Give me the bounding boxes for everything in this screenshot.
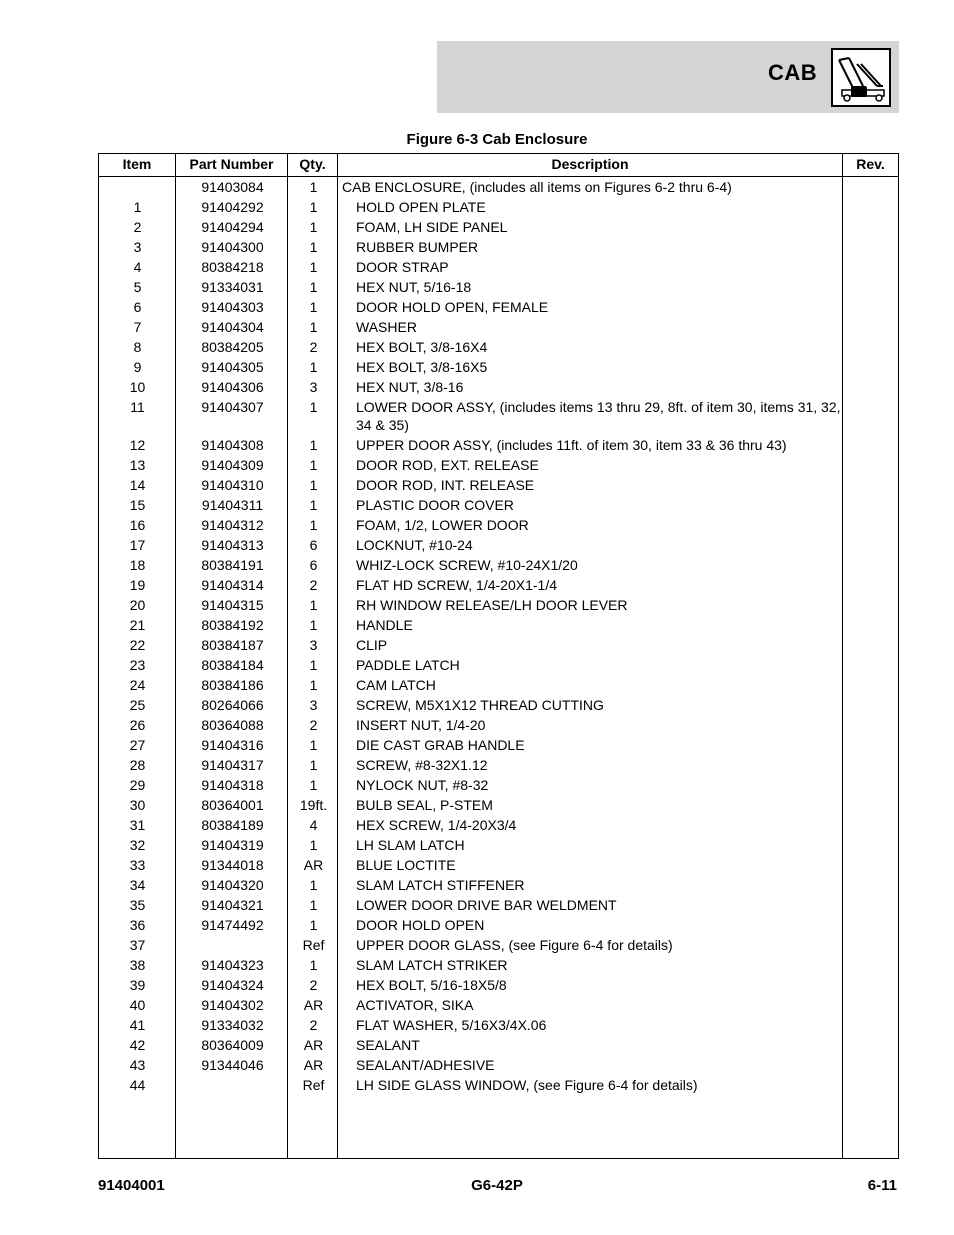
description: CAM LATCH (356, 677, 436, 693)
table-row (99, 835, 898, 855)
table-row (99, 1015, 898, 1035)
item-number: 27 (129, 737, 146, 753)
quantity: 3 (309, 697, 318, 713)
table-row (99, 377, 898, 397)
description: BLUE LOCTITE (356, 857, 456, 873)
quantity: 2 (309, 339, 318, 355)
table-row (99, 337, 898, 357)
item-number: 34 (129, 877, 146, 893)
description: WASHER (356, 319, 417, 335)
part-number: 91404314 (201, 577, 264, 593)
table-row (99, 535, 898, 555)
item-number: 7 (133, 319, 142, 335)
table-row (99, 955, 898, 975)
part-number: 91404321 (201, 897, 264, 913)
quantity: AR (303, 857, 324, 873)
description: UPPER DOOR GLASS, (see Figure 6-4 for details) (356, 937, 673, 953)
quantity: 19ft. (299, 797, 328, 813)
quantity: AR (303, 1037, 324, 1053)
description: ACTIVATOR, SIKA (356, 997, 474, 1013)
quantity: 2 (309, 977, 318, 993)
item-number: 38 (129, 957, 146, 973)
part-number: 91404313 (201, 537, 264, 553)
table-row (99, 735, 898, 755)
item-number: 43 (129, 1057, 146, 1073)
part-number: 91334031 (201, 279, 264, 295)
parts-table (98, 153, 899, 1159)
quantity: 1 (309, 597, 318, 613)
quantity: 6 (309, 537, 318, 553)
part-number: 80364001 (201, 797, 264, 813)
quantity: 1 (309, 219, 318, 235)
table-row (99, 1055, 898, 1075)
quantity: 3 (309, 379, 318, 395)
item-number: 21 (129, 617, 146, 633)
item-number: 28 (129, 757, 146, 773)
quantity: 2 (309, 577, 318, 593)
description: WHIZ-LOCK SCREW, #10-24X1/20 (356, 557, 578, 573)
table-row (99, 815, 898, 835)
description: FOAM, 1/2, LOWER DOOR (356, 517, 529, 533)
description: RUBBER BUMPER (356, 239, 479, 255)
item-number: 9 (133, 359, 142, 375)
part-number: 80384205 (201, 339, 264, 355)
description: PLASTIC DOOR COVER (356, 497, 514, 513)
part-number: 91403084 (201, 179, 264, 195)
quantity: 1 (309, 957, 318, 973)
description: FOAM, LH SIDE PANEL (356, 219, 508, 235)
description: HEX SCREW, 1/4-20X3/4 (356, 817, 517, 833)
table-row (99, 615, 898, 635)
section-title: CAB (768, 60, 818, 85)
item-number: 5 (133, 279, 142, 295)
description: NYLOCK NUT, #8-32 (356, 777, 489, 793)
description: HEX BOLT, 5/16-18X5/8 (356, 977, 507, 993)
table-row (99, 595, 898, 615)
table-row (99, 317, 898, 337)
table-row (99, 555, 898, 575)
item-number: 2 (133, 219, 142, 235)
part-number: 91404303 (201, 299, 264, 315)
part-number: 91404310 (201, 477, 264, 493)
quantity: 4 (309, 817, 318, 833)
item-number: 12 (129, 437, 146, 453)
footer-page-number: 6-11 (867, 1177, 897, 1194)
table-row (99, 635, 898, 655)
item-number: 42 (129, 1037, 146, 1053)
quantity: 1 (309, 359, 318, 375)
description: SLAM LATCH STRIKER (356, 957, 508, 973)
quantity: 1 (309, 399, 318, 415)
table-row (99, 795, 898, 815)
quantity: 1 (309, 877, 318, 893)
table-row (99, 357, 898, 377)
item-number: 4 (133, 259, 142, 275)
description: HOLD OPEN PLATE (356, 199, 486, 215)
table-row (99, 397, 898, 435)
table-row (99, 915, 898, 935)
table-row (99, 495, 898, 515)
part-number: 80384191 (201, 557, 264, 573)
description: LOCKNUT, #10-24 (356, 537, 473, 553)
part-number: 91404305 (201, 359, 264, 375)
part-number: 91404319 (201, 837, 264, 853)
item-number: 3 (133, 239, 142, 255)
item-number: 23 (129, 657, 146, 673)
part-number: 91404307 (201, 399, 264, 415)
item-number: 13 (129, 457, 146, 473)
item-number: 41 (129, 1017, 146, 1033)
part-number: 91404324 (201, 977, 264, 993)
quantity: 1 (309, 617, 318, 633)
description: LOWER DOOR ASSY, (includes items 13 thru 29, 8ft. of item 30, items 31, 32, 34 & 35) (356, 399, 841, 433)
table-row (99, 475, 898, 495)
lift-platform-icon (831, 48, 891, 107)
description: CAB ENCLOSURE, (includes all items on Figures 6-2 thru 6-4) (342, 179, 732, 195)
description: HEX BOLT, 3/8-16X4 (356, 339, 488, 355)
table-row (99, 257, 898, 277)
description: FLAT WASHER, 5/16X3/4X.06 (356, 1017, 547, 1033)
table-row (99, 975, 898, 995)
table-row (99, 297, 898, 317)
table-row (99, 177, 898, 197)
table-row (99, 455, 898, 475)
description: SCREW, #8-32X1.12 (356, 757, 488, 773)
table-row (99, 197, 898, 217)
part-number: 80384192 (201, 617, 264, 633)
quantity: 1 (309, 299, 318, 315)
item-number: 40 (129, 997, 146, 1013)
quantity: AR (303, 997, 324, 1013)
item-number: 20 (129, 597, 146, 613)
quantity: Ref (302, 937, 325, 953)
part-number: 80384186 (201, 677, 264, 693)
description: SCREW, M5X1X12 THREAD CUTTING (356, 697, 604, 713)
quantity: 2 (309, 717, 318, 733)
table-row (99, 435, 898, 455)
item-number: 1 (133, 199, 142, 215)
item-number: 39 (129, 977, 146, 993)
table-row (99, 237, 898, 257)
item-number: 15 (129, 497, 146, 513)
item-number: 36 (129, 917, 146, 933)
part-number: 91404292 (201, 199, 264, 215)
table-row (99, 715, 898, 735)
part-number: 91404315 (201, 597, 264, 613)
part-number: 91404311 (201, 497, 264, 513)
part-number: 91404312 (201, 517, 264, 533)
table-row (99, 277, 898, 297)
quantity: 1 (309, 259, 318, 275)
part-number: 91404294 (201, 219, 264, 235)
quantity: AR (303, 1057, 324, 1073)
item-number: 17 (129, 537, 146, 553)
description: HEX NUT, 3/8-16 (356, 379, 464, 395)
part-number: 80384218 (201, 259, 264, 275)
table-row (99, 655, 898, 675)
part-number: 80264066 (201, 697, 264, 713)
footer-model: G6-42P (471, 1177, 523, 1194)
part-number: 91404302 (201, 997, 264, 1013)
item-number: 29 (129, 777, 146, 793)
item-number: 44 (129, 1077, 146, 1093)
part-number: 91404308 (201, 437, 264, 453)
figure-title: Figure 6-3 Cab Enclosure (406, 131, 588, 148)
description: LH SLAM LATCH (356, 837, 465, 853)
table-row (99, 675, 898, 695)
part-number: 91404304 (201, 319, 264, 335)
table-row (99, 875, 898, 895)
column-header-qty: Qty. (299, 156, 326, 172)
item-number: 6 (133, 299, 142, 315)
description: DOOR ROD, INT. RELEASE (356, 477, 535, 493)
quantity: 2 (309, 1017, 318, 1033)
item-number: 19 (129, 577, 146, 593)
description: RH WINDOW RELEASE/LH DOOR LEVER (356, 597, 628, 613)
table-row (99, 755, 898, 775)
quantity: 1 (309, 757, 318, 773)
quantity: 1 (309, 737, 318, 753)
item-number: 18 (129, 557, 146, 573)
item-number: 22 (129, 637, 146, 653)
description: LH SIDE GLASS WINDOW, (see Figure 6-4 for details) (356, 1077, 698, 1093)
description: HANDLE (356, 617, 413, 633)
section-header-band (437, 41, 899, 113)
quantity: 3 (309, 637, 318, 653)
quantity: 1 (309, 279, 318, 295)
table-body (99, 177, 898, 1095)
table-row (99, 995, 898, 1015)
part-number: 91404316 (201, 737, 264, 753)
table-row (99, 895, 898, 915)
description: DIE CAST GRAB HANDLE (356, 737, 525, 753)
quantity: 1 (309, 897, 318, 913)
item-number: 10 (129, 379, 146, 395)
quantity: 1 (309, 477, 318, 493)
table-row (99, 855, 898, 875)
description: SEALANT (356, 1037, 420, 1053)
description: PADDLE LATCH (356, 657, 460, 673)
quantity: 1 (309, 677, 318, 693)
description: UPPER DOOR ASSY, (includes 11ft. of item 30, item 33 & 36 thru 43) (356, 437, 787, 453)
quantity: 1 (309, 239, 318, 255)
item-number: 24 (129, 677, 146, 693)
description: SLAM LATCH STIFFENER (356, 877, 525, 893)
item-number: 11 (130, 399, 145, 415)
part-number: 91404317 (201, 757, 264, 773)
quantity: 1 (309, 917, 318, 933)
description: BULB SEAL, P-STEM (356, 797, 493, 813)
item-number: 30 (129, 797, 146, 813)
part-number: 91474492 (201, 917, 264, 933)
description: DOOR HOLD OPEN, FEMALE (356, 299, 549, 315)
part-number: 80364088 (201, 717, 264, 733)
item-number: 8 (133, 339, 142, 355)
part-number: 80384187 (201, 637, 264, 653)
description: DOOR HOLD OPEN (356, 917, 485, 933)
column-header-rev: Rev. (856, 156, 885, 172)
quantity: 1 (309, 657, 318, 673)
part-number: 91404309 (201, 457, 264, 473)
description: HEX NUT, 5/16-18 (356, 279, 472, 295)
part-number: 80364009 (201, 1037, 264, 1053)
description: CLIP (356, 637, 388, 653)
part-number: 91404318 (201, 777, 264, 793)
column-header-part-number: Part Number (189, 156, 274, 172)
item-number: 37 (129, 937, 146, 953)
description: DOOR ROD, EXT. RELEASE (356, 457, 539, 473)
quantity: 1 (309, 497, 318, 513)
part-number: 91404300 (201, 239, 264, 255)
table-row (99, 935, 898, 955)
part-number: 91404323 (201, 957, 264, 973)
quantity: 1 (309, 179, 318, 195)
table-row (99, 775, 898, 795)
footer-part-number: 91404001 (98, 1177, 165, 1194)
part-number: 91404320 (201, 877, 264, 893)
table-row (99, 1075, 898, 1095)
table-row (99, 695, 898, 715)
item-number: 33 (129, 857, 146, 873)
description: SEALANT/ADHESIVE (356, 1057, 495, 1073)
part-number: 91404306 (201, 379, 264, 395)
table-row (99, 575, 898, 595)
part-number: 91344018 (201, 857, 264, 873)
column-header-description: Description (551, 156, 629, 172)
quantity: 1 (309, 319, 318, 335)
item-number: 14 (129, 477, 146, 493)
item-number: 16 (129, 517, 146, 533)
item-number: 26 (129, 717, 146, 733)
quantity: 6 (309, 557, 318, 573)
description: FLAT HD SCREW, 1/4-20X1-1/4 (356, 577, 557, 593)
part-number: 80384184 (201, 657, 264, 673)
quantity: 1 (309, 437, 318, 453)
description: HEX BOLT, 3/8-16X5 (356, 359, 488, 375)
part-number: 91344046 (201, 1057, 264, 1073)
column-header-item: Item (122, 156, 152, 172)
item-number: 32 (129, 837, 146, 853)
quantity: 1 (309, 517, 318, 533)
part-number: 80384189 (201, 817, 264, 833)
description: LOWER DOOR DRIVE BAR WELDMENT (356, 897, 617, 913)
item-number: 25 (129, 697, 146, 713)
quantity: 1 (309, 457, 318, 473)
table-row (99, 1035, 898, 1055)
quantity: 1 (309, 199, 318, 215)
item-number: 31 (129, 817, 146, 833)
quantity: 1 (309, 837, 318, 853)
quantity: Ref (302, 1077, 325, 1093)
description: INSERT NUT, 1/4-20 (356, 717, 486, 733)
description: DOOR STRAP (356, 259, 449, 275)
part-number: 91334032 (201, 1017, 264, 1033)
item-number: 35 (129, 897, 146, 913)
table-row (99, 515, 898, 535)
table-row (99, 217, 898, 237)
quantity: 1 (309, 777, 318, 793)
